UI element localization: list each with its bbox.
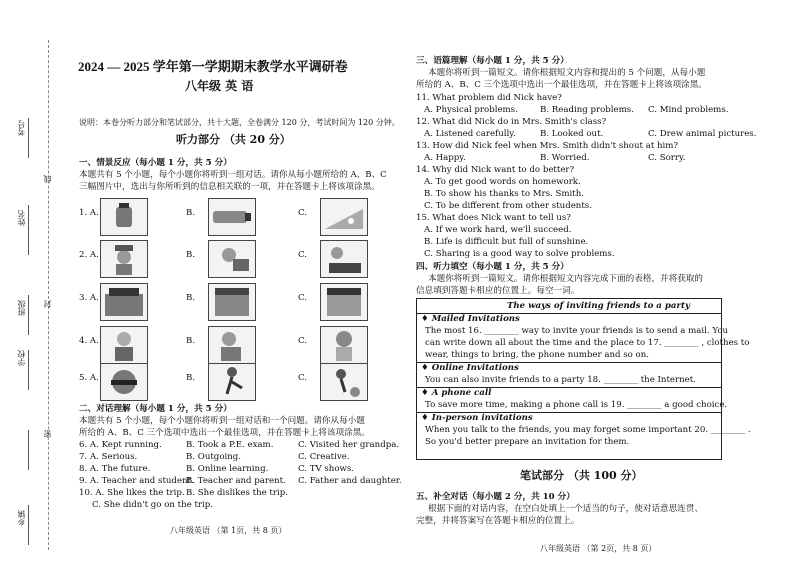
q11-text: 11. What problem did Nick have? <box>416 93 562 103</box>
pic-option-label: C. <box>298 373 308 383</box>
q7-option-a: 7. A. Serious. <box>79 452 138 462</box>
q12-option-a: A. Listened carefully. <box>424 129 516 139</box>
q8-option-a: 8. A. The future. <box>79 464 151 474</box>
q12-option-b: B. Looked out. <box>540 129 604 139</box>
piano-girl-icon <box>320 240 368 278</box>
section3-desc: 本题你将听到一篇短文。请你根据短文内容和提出的 5 个问题，从每小题 <box>428 68 706 78</box>
pic-option-label: C. <box>298 293 308 303</box>
q15-text: 15. What does Nick want to tell us? <box>416 213 571 223</box>
online-heading: ♦ Online Invitations <box>421 363 519 373</box>
online-line: You can also invite friends to a party 18. ________ the Internet. <box>425 375 696 385</box>
pic-option-label: 3. A. <box>79 293 99 303</box>
pic-option-label: 5. A. <box>79 373 99 383</box>
q6-option-b: B. Took a P.E. exam. <box>186 440 274 450</box>
section1-desc: 本题共有 5 个小题，每个小题你将听到一组对话。请你从每小题所给的 A、B、C <box>79 170 387 180</box>
q12-option-c: C. Drew animal pictures. <box>648 129 757 139</box>
cook-girl-icon <box>208 326 256 364</box>
mailed-line: can write down all about the time and the place to 17. ________ , clothes to <box>425 338 750 348</box>
cheese-icon <box>320 198 368 236</box>
pic-option-label: 1. A. <box>79 208 99 218</box>
gift-store-icon <box>320 283 368 321</box>
q8-option-b: B. Online learning. <box>186 464 269 474</box>
section3-title: 三、语篇理解（每小题 1 分，共 5 分） <box>416 56 569 66</box>
honey-icon <box>100 198 148 236</box>
pic-option-label: C. <box>298 208 308 218</box>
q13-option-b: B. Worried. <box>540 153 590 163</box>
phone-line: To save more time, making a phone call is 19. ________ a good choice. <box>425 400 728 410</box>
soccer-icon <box>320 363 368 401</box>
invitation-table <box>416 298 751 460</box>
q14-option-b: B. To show his thanks to Mrs. Smith. <box>424 189 585 199</box>
q11-option-c: C. Mind problems. <box>648 105 729 115</box>
side-label-line: 线 <box>43 175 52 183</box>
cinema-icon <box>100 283 148 321</box>
q14-option-a: A. To get good words on homework. <box>424 177 581 187</box>
pic-option-label: B. <box>186 208 196 218</box>
q6-option-a: 6. A. Kept running. <box>79 440 162 450</box>
q9-option-b: B. Teacher and parent. <box>186 476 286 486</box>
q15-option-b: B. Life is difficult but full of sunshine. <box>424 237 589 247</box>
mailed-line: wear, things to bring, the phone number and so on. <box>425 350 649 360</box>
section1-title: 一、情景反应（每小题 1 分，共 5 分） <box>79 158 232 168</box>
exam-title: 2024 — 2025 学年第一学期期末教学水平调研卷 <box>78 59 348 74</box>
phone-heading: ♦ A phone call <box>421 388 492 398</box>
running-icon <box>208 363 256 401</box>
q10-option-a: 10. A. She likes the trip. <box>79 488 185 498</box>
blank-line <box>28 295 29 335</box>
side-label-school-level: 学校 <box>17 350 26 366</box>
pic-option-label: B. <box>186 250 196 260</box>
q11-option-a: A. Physical problems. <box>424 105 518 115</box>
side-label-exam-number: 考号 <box>17 120 26 136</box>
pic-option-label: B. <box>186 293 196 303</box>
footer-page-2: 八年级英语 （第 2页，共 8 页） <box>540 544 657 553</box>
blank-line <box>28 350 29 390</box>
skiing-icon <box>100 363 148 401</box>
girl-icon <box>320 326 368 364</box>
section2-title: 二、对话理解（每小题 1 分，共 5 分） <box>79 404 232 414</box>
blank-line <box>28 430 29 470</box>
table-title: The ways of inviting friends to a party <box>507 301 690 311</box>
toothpaste-icon <box>208 198 256 236</box>
q13-text: 13. How did Nick feel when Mrs. Smith didn't shout at him? <box>416 141 679 151</box>
exam-note: 说明：本卷分听力部分和笔试部分，共十大题，全卷满分 120 分，考试时间为 120 分钟。 <box>79 118 400 127</box>
section4-desc: 信息填到答题卡相应的位置上。每空一词。 <box>416 286 580 296</box>
blank-line <box>28 118 29 158</box>
pic-option-label: B. <box>186 336 196 346</box>
q11-option-b: B. Reading problems. <box>540 105 634 115</box>
section5-title: 五、补全对话（每小题 2 分，共 10 分） <box>416 492 575 502</box>
reading-girl-icon <box>208 240 256 278</box>
footer-page-1: 八年级英语 （第 1页，共 8 页） <box>170 526 287 535</box>
q15-option-a: A. If we work hard, we'll succeed. <box>424 225 572 235</box>
q14-text: 14. Why did Nick want to do better? <box>416 165 575 175</box>
binding-line <box>48 40 49 550</box>
section4-desc: 本题你将听到一篇短文。请你根据短文内容完成下面的表格，并将获取的 <box>428 274 704 284</box>
blank-line <box>28 505 29 545</box>
blank-line <box>28 205 29 255</box>
section5-desc: 根据下面的对话内容，在空白处填上一个适当的句子，使对话意思连贯、 <box>428 504 704 514</box>
pic-option-label: C. <box>298 336 308 346</box>
q7-option-c: C. Creative. <box>298 452 350 462</box>
exam-subtitle: 八年级 英 语 <box>185 79 254 93</box>
q15-option-c: C. Sharing is a good way to solve problems. <box>424 249 615 259</box>
pic-option-label: 4. A. <box>79 336 99 346</box>
listening-header: 听力部分 （共 20 分） <box>176 133 291 146</box>
mailed-line: The most 16. ________ way to invite your friends is to send a mail. You <box>425 326 729 336</box>
q9-option-a: 9. A. Teacher and student. <box>79 476 194 486</box>
q7-option-b: B. Outgoing. <box>186 452 242 462</box>
pic-option-label: B. <box>186 373 196 383</box>
q10-option-c: C. She didn't go on the trip. <box>92 500 214 510</box>
mailed-heading: ♦ Mailed Invitations <box>421 314 520 324</box>
q10-option-b: B. She dislikes the trip. <box>186 488 288 498</box>
q12-text: 12. What did Nick do in Mrs. Smith's class? <box>416 117 607 127</box>
pic-option-label: C. <box>298 250 308 260</box>
side-label-name: 姓名 <box>17 210 26 226</box>
side-label-town: 乡镇 <box>17 510 26 526</box>
section5-desc: 完整，并将答案写在答题卡相应的位置上。 <box>416 516 580 526</box>
section1-desc: 三幅图片中，选出与你所听到的信息相关联的一项，并在答题卡上将该项涂黑。 <box>79 182 380 192</box>
q14-option-c: C. To be different from other students. <box>424 201 592 211</box>
side-label-seal: 封 <box>43 300 52 308</box>
q8-option-c: C. TV shows. <box>298 464 355 474</box>
chef-icon <box>100 240 148 278</box>
fastfood-icon <box>208 283 256 321</box>
q6-option-c: C. Visited her grandpa. <box>298 440 400 450</box>
section2-desc: 所给的 A、B、C 三个选项中选出一个最佳选项，并在答题卡上将该项涂黑。 <box>79 428 370 438</box>
pic-option-label: 2. A. <box>79 250 99 260</box>
written-header: 笔试部分 （共 100 分） <box>520 469 643 482</box>
q13-option-c: C. Sorry. <box>648 153 686 163</box>
section3-desc: 所给的 A、B、C 三个选项中选出一个最佳选项，并在答题卡上将该项涂黑。 <box>416 80 707 90</box>
side-label-secret: 密 <box>43 430 52 438</box>
person-line: So you'd better prepare an invitation for them. <box>425 437 630 447</box>
q9-option-c: C. Father and daughter. <box>298 476 402 486</box>
q13-option-a: A. Happy. <box>424 153 466 163</box>
section2-desc: 本题共有 5 个小题，每个小题你将听到一组对话和一个问题。请你从每小题 <box>79 416 365 426</box>
person-line: When you talk to the friends, you may forget some important 20. ________ . <box>425 425 751 435</box>
side-label-class: 班级 <box>17 300 26 316</box>
doctor-icon <box>100 326 148 364</box>
section4-title: 四、听力填空（每小题 1 分，共 5 分） <box>416 262 569 272</box>
person-heading: ♦ In-person invitations <box>421 413 533 423</box>
